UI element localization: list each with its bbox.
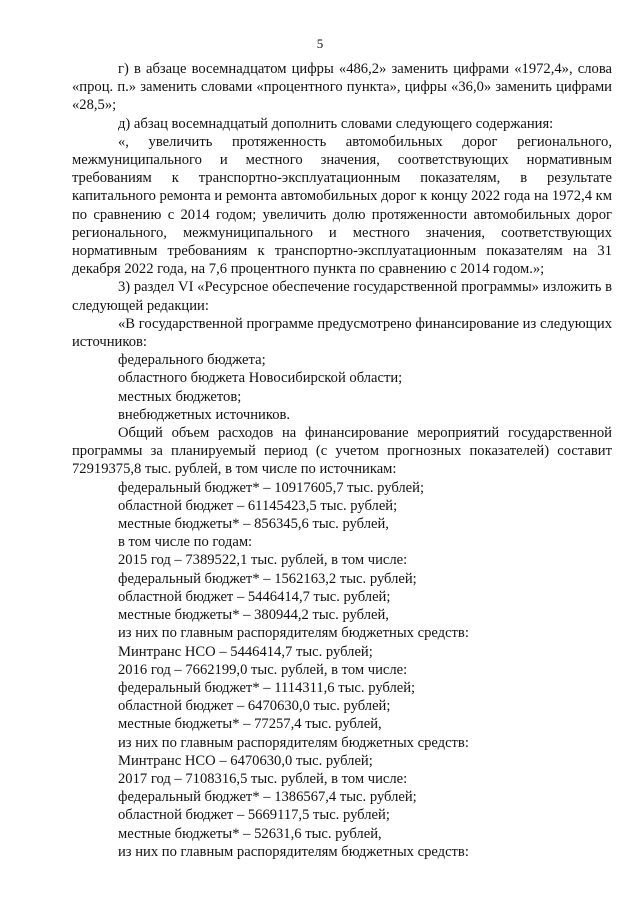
- budget-line: местные бюджеты* – 380944,2 тыс. рублей,: [118, 607, 389, 624]
- budget-line: Минтранс НСО – 5446414,7 тыс. рублей;: [118, 643, 373, 660]
- budget-line: в том числе по годам:: [118, 534, 253, 551]
- budget-line: федеральный бюджет* – 1386567,4 тыс. рублей;: [118, 789, 417, 806]
- budget-line: областной бюджет – 6470630,0 тыс. рублей;: [118, 698, 391, 715]
- amendment-paragraph-d: д) абзац восемнадцатый дополнить словами следующего содержания:: [118, 115, 554, 132]
- budget-line: федеральный бюджет* – 1562163,2 тыс. рублей;: [118, 570, 417, 587]
- budget-line: федеральный бюджет* – 10917605,7 тыс. рублей;: [118, 479, 425, 496]
- budget-line: областной бюджет – 5446414,7 тыс. рублей;: [118, 588, 391, 605]
- budget-line: областной бюджет – 61145423,5 тыс. рублей;: [118, 497, 398, 514]
- section-vi-paragraph: 3) раздел VI «Ресурсное обеспечение государственной программы» изложить в следующей редакции:: [72, 279, 612, 314]
- budget-line: из них по главным распорядителям бюджетных средств:: [118, 625, 469, 642]
- budget-line: местные бюджеты* – 52631,6 тыс. рублей,: [118, 825, 382, 842]
- source-item: местных бюджетов;: [118, 388, 242, 405]
- inserted-text-paragraph: «, увеличить протяженность автомобильных дорог регионального, межмуниципального и местного значения, соответствующих нормативным требованиям к транспортно-эксплуатационным показателям, в результате капитального ремонта и ремонта автомобильных дорог к концу 2022 года на 1972,4 км по сравнению с 2014 годом; увеличить долю протяженности автомобильных дорог регионального, межмуниципального и местного значения, соответствующих нормативным требованиям к транспортно-эксплуатационным показателям на 31 декабря 2022 года, на 7,6 процентного пункта по сравнению с 2014 годом.»;: [72, 133, 612, 278]
- budget-line: областной бюджет – 5669117,5 тыс. рублей;: [118, 807, 390, 824]
- total-expenses-paragraph: Общий объем расходов на финансирование мероприятий государственной программы за планируемый период (с учетом прогнозных показателей) составит 72919375,8 тыс. рублей, в том числе по источникам:: [72, 425, 612, 478]
- budget-line: из них по главным распорядителям бюджетных средств:: [118, 734, 469, 751]
- year-line: 2017 год – 7108316,5 тыс. рублей, в том числе:: [118, 770, 408, 787]
- document-body: [72, 60, 612, 861]
- amendment-paragraph-g: г) в абзаце восемнадцатом цифры «486,2» заменить цифрами «1972,4», слова «проц. п.» заменить словами «процентного пункта», цифры «36,0» заменить цифрами «28,5»;: [72, 61, 612, 114]
- source-item: федерального бюджета;: [118, 352, 266, 369]
- budget-line: федеральный бюджет* – 1114311,6 тыс. рублей;: [118, 679, 416, 696]
- budget-line: Минтранс НСО – 6470630,0 тыс. рублей;: [118, 752, 373, 769]
- source-item: внебюджетных источников.: [118, 406, 291, 423]
- source-item: областного бюджета Новосибирской области;: [118, 370, 403, 387]
- page-number: 5: [316, 36, 324, 51]
- year-line: 2016 год – 7662199,0 тыс. рублей, в том числе:: [118, 661, 408, 678]
- budget-line: местные бюджеты* – 77257,4 тыс. рублей,: [118, 716, 382, 733]
- budget-line: из них по главным распорядителям бюджетных средств:: [118, 843, 469, 860]
- financing-sources-intro: «В государственной программе предусмотрено финансирование из следующих источников:: [72, 315, 612, 351]
- budget-line: местные бюджеты* – 856345,6 тыс. рублей,: [118, 516, 389, 533]
- year-line: 2015 год – 7389522,1 тыс. рублей, в том числе:: [118, 552, 408, 569]
